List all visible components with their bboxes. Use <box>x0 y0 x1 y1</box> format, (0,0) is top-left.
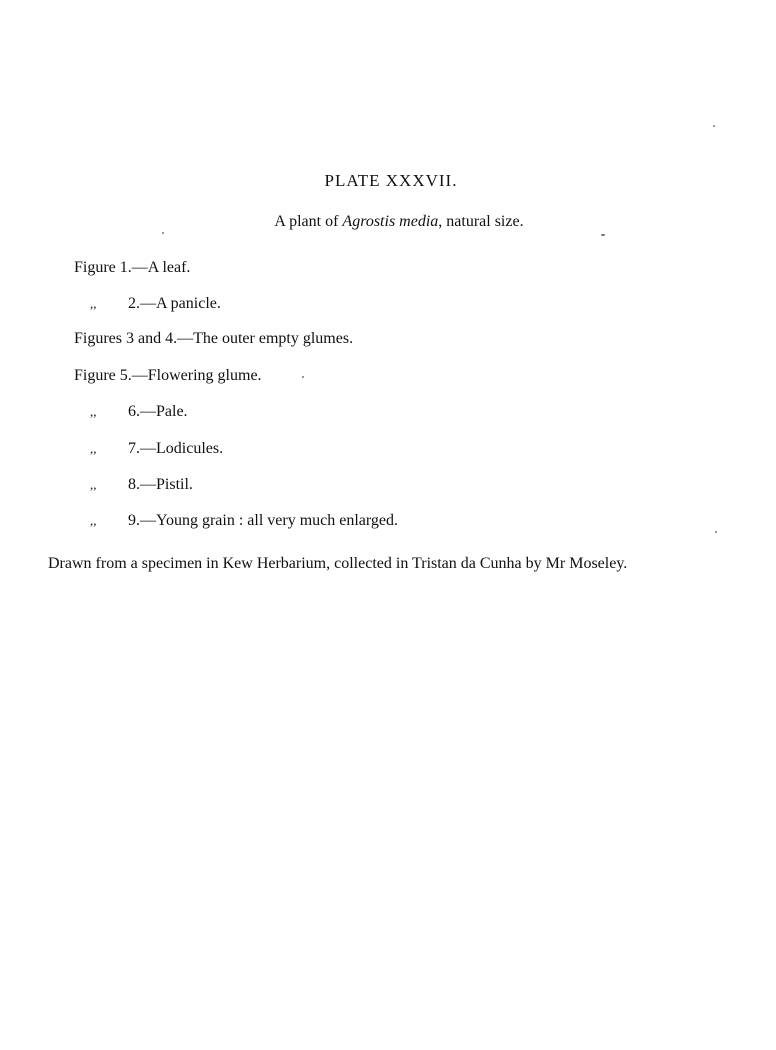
figure-caption: 7.—Lodicules. <box>128 440 224 457</box>
figure-line-6 <box>90 440 223 458</box>
ditto-mark: ,, <box>90 513 97 528</box>
figure-line-1 <box>74 259 190 277</box>
ditto-mark: ,, <box>90 477 97 492</box>
figure-caption: 2.—A panicle. <box>128 295 221 312</box>
figure-line-3 <box>74 330 353 348</box>
figure-line-5 <box>90 403 188 421</box>
scan-speck <box>713 125 715 127</box>
ditto-mark: ,, <box>90 441 97 456</box>
figure-line-4 <box>74 367 262 385</box>
plate-title: PLATE XXXVII. <box>324 171 458 190</box>
plate-subtitle <box>0 213 776 231</box>
figure-line-8 <box>90 512 398 530</box>
specimen-note: Drawn from a specimen in Kew Herbarium, collected in Tristan da Cunha by Mr Moseley. <box>48 555 628 572</box>
figure-caption: Figure 5.—Flowering glume. <box>74 367 262 384</box>
figure-caption: 9.—Young grain : all very much enlarged. <box>128 512 399 529</box>
ditto-mark: ,, <box>90 404 97 419</box>
figure-caption: Figures 3 and 4.—The outer empty glumes. <box>74 330 354 347</box>
species-name: Agrostis media <box>342 213 439 230</box>
figure-line-7 <box>90 476 193 494</box>
subtitle-suffix: , natural size. <box>438 213 524 230</box>
scan-speck <box>601 234 605 236</box>
ditto-mark: ,, <box>90 296 97 311</box>
scan-speck <box>715 531 717 533</box>
figure-caption: Figure 1.—A leaf. <box>74 259 191 276</box>
figure-line-2 <box>90 295 221 313</box>
figure-caption: 6.—Pale. <box>128 403 188 420</box>
scan-speck <box>302 376 304 378</box>
figure-caption: 8.—Pistil. <box>128 476 193 493</box>
subtitle-prefix: A plant of <box>274 213 343 230</box>
scan-speck <box>162 232 164 234</box>
